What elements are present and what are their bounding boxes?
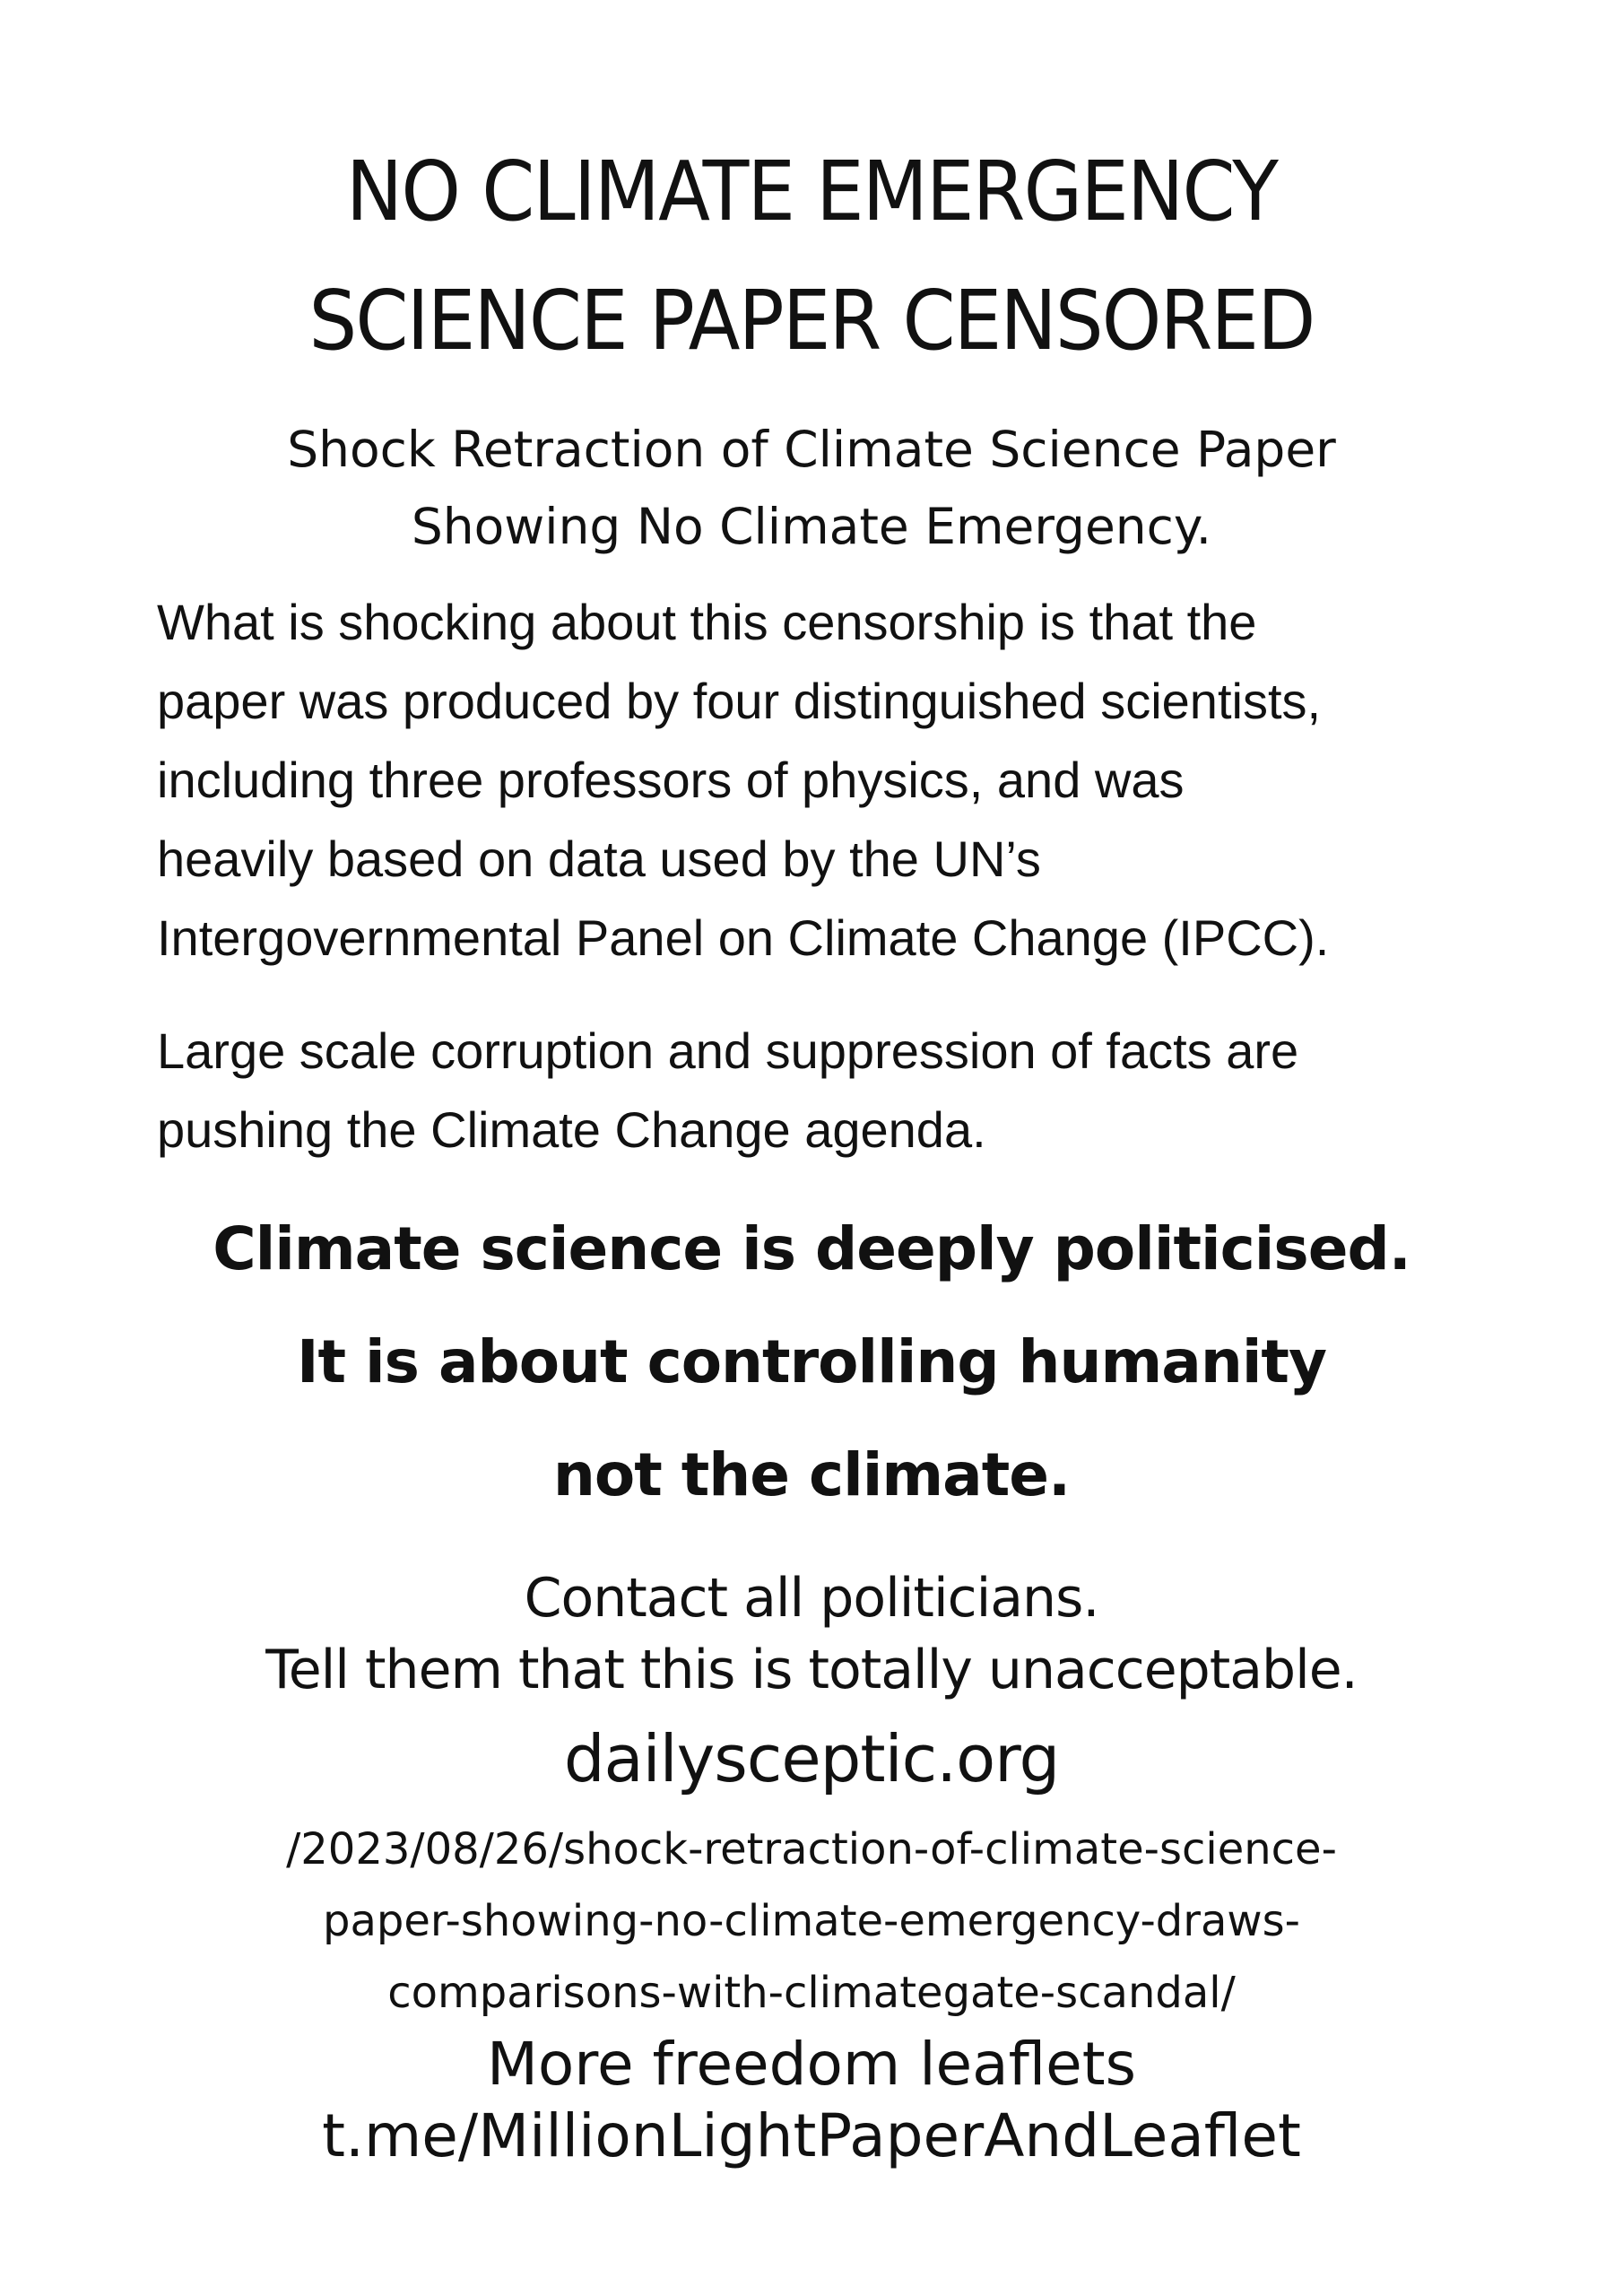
- source-url-line: paper-showing-no-climate-emergency-draws-: [323, 1896, 1300, 1946]
- body-line: Intergovernmental Panel on Climate Change (IPCC).: [157, 909, 1330, 966]
- footer-link: t.me/MillionLightPaperAndLeaflet: [322, 2101, 1301, 2170]
- footer: [0, 2029, 1623, 2172]
- body-paragraph-1: [157, 583, 1502, 978]
- statement-line: Climate science is deeply politicised.: [213, 1214, 1410, 1283]
- source-site: dailysceptic.org: [563, 1721, 1060, 1796]
- statement-line: It is about controlling humanity: [296, 1327, 1327, 1396]
- call-to-action: [0, 1562, 1623, 1706]
- footer-line-1: More freedom leaflets: [486, 2030, 1137, 2099]
- call-to-action-line: Contact all politicians.: [524, 1567, 1099, 1630]
- body-line: paper was produced by four distinguished scientists,: [157, 673, 1322, 729]
- headline-line-1: NO CLIMATE EMERGENCY: [345, 144, 1278, 239]
- body-line: Large scale corruption and suppression of facts are: [157, 1022, 1299, 1079]
- source-url-line: /2023/08/26/shock-retraction-of-climate-science-: [286, 1824, 1337, 1874]
- subheadline-line-1: Shock Retraction of Climate Science Paper: [287, 421, 1336, 478]
- call-to-action-line: Tell them that this is totally unacceptable.: [265, 1639, 1358, 1701]
- source-url-line: comparisons-with-climategate-scandal/: [387, 1968, 1236, 2018]
- body-line: including three professors of physics, and was: [157, 752, 1185, 808]
- statement-block: [0, 1193, 1623, 1532]
- statement-line: not the climate.: [552, 1440, 1071, 1509]
- body-line: pushing the Climate Change agenda.: [157, 1101, 986, 1158]
- body-line: heavily based on data used by the UN’s: [157, 831, 1041, 887]
- headline-line-2: SCIENCE PAPER CENSORED: [308, 273, 1315, 369]
- source-url-path: [0, 1813, 1623, 2029]
- body-line: What is shocking about this censorship is that the: [157, 594, 1257, 650]
- body-paragraph-2: [157, 1012, 1502, 1170]
- subheadline-line-2: Showing No Climate Emergency.: [411, 498, 1212, 555]
